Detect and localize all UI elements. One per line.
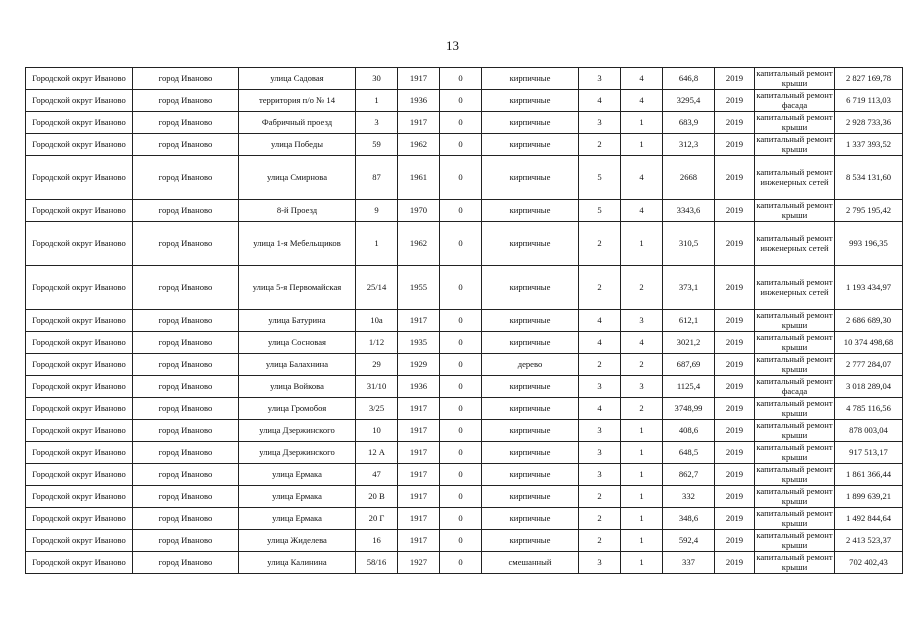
settlement-cell: город Иваново [133, 222, 239, 266]
area-cell: 862,7 [663, 464, 715, 486]
entrances-cell: 1 [621, 134, 663, 156]
entrances-cell: 1 [621, 552, 663, 574]
wall-material-cell: кирпичные [482, 464, 579, 486]
street-cell: 8-й Проезд [239, 200, 356, 222]
wall-material-cell: смешанный [482, 552, 579, 574]
municipality-cell: Городской округ Иваново [26, 156, 133, 200]
floors-cell: 3 [579, 112, 621, 134]
cost-cell: 917 513,17 [835, 442, 903, 464]
area-cell: 646,8 [663, 68, 715, 90]
build-year-cell: 1917 [398, 310, 440, 332]
build-year-cell: 1935 [398, 332, 440, 354]
municipality-cell: Городской округ Иваново [26, 464, 133, 486]
area-cell: 1125,4 [663, 376, 715, 398]
street-cell: улица Ермака [239, 486, 356, 508]
floors-cell: 4 [579, 332, 621, 354]
house-number-cell: 59 [356, 134, 398, 156]
zero-cell: 0 [440, 552, 482, 574]
municipality-cell: Городской округ Иваново [26, 90, 133, 112]
cost-cell: 1 899 639,21 [835, 486, 903, 508]
municipality-cell: Городской округ Иваново [26, 486, 133, 508]
year-cell: 2019 [715, 134, 755, 156]
house-number-cell: 20 В [356, 486, 398, 508]
table-row [26, 376, 903, 398]
year-cell: 2019 [715, 464, 755, 486]
settlement-cell: город Иваново [133, 464, 239, 486]
cost-cell: 2 827 169,78 [835, 68, 903, 90]
work-type-cell: капитальный ремонт крыши [756, 463, 833, 484]
entrances-cell: 3 [621, 310, 663, 332]
area-cell: 3343,6 [663, 200, 715, 222]
work-type-cell: капитальный ремонт крыши [756, 309, 833, 330]
floors-cell: 3 [579, 420, 621, 442]
settlement-cell: город Иваново [133, 266, 239, 310]
work-type-cell: капитальный ремонт крыши [756, 397, 833, 418]
wall-material-cell: кирпичные [482, 266, 579, 310]
year-cell: 2019 [715, 398, 755, 420]
year-cell: 2019 [715, 376, 755, 398]
zero-cell: 0 [440, 442, 482, 464]
year-cell: 2019 [715, 420, 755, 442]
wall-material-cell: кирпичные [482, 420, 579, 442]
work-type-cell: капитальный ремонт фасада [756, 375, 833, 396]
build-year-cell: 1962 [398, 134, 440, 156]
entrances-cell: 1 [621, 464, 663, 486]
house-number-cell: 12 А [356, 442, 398, 464]
house-number-cell: 29 [356, 354, 398, 376]
build-year-cell: 1917 [398, 464, 440, 486]
build-year-cell: 1917 [398, 442, 440, 464]
street-cell: улица Дзержинского [239, 442, 356, 464]
work-type-cell: капитальный ремонт крыши [756, 331, 833, 352]
floors-cell: 2 [579, 354, 621, 376]
year-cell: 2019 [715, 90, 755, 112]
floors-cell: 4 [579, 398, 621, 420]
floors-cell: 3 [579, 464, 621, 486]
year-cell: 2019 [715, 200, 755, 222]
area-cell: 408,6 [663, 420, 715, 442]
settlement-cell: город Иваново [133, 398, 239, 420]
wall-material-cell: кирпичные [482, 508, 579, 530]
zero-cell: 0 [440, 266, 482, 310]
floors-cell: 2 [579, 266, 621, 310]
floors-cell: 3 [579, 442, 621, 464]
table-row [26, 90, 903, 112]
build-year-cell: 1917 [398, 420, 440, 442]
area-cell: 2668 [663, 156, 715, 200]
area-cell: 687,69 [663, 354, 715, 376]
entrances-cell: 4 [621, 90, 663, 112]
street-cell: улица Батурина [239, 310, 356, 332]
build-year-cell: 1970 [398, 200, 440, 222]
year-cell: 2019 [715, 112, 755, 134]
zero-cell: 0 [440, 530, 482, 552]
floors-cell: 3 [579, 552, 621, 574]
wall-material-cell: кирпичные [482, 112, 579, 134]
table-row [26, 156, 903, 200]
work-type-cell: капитальный ремонт крыши [756, 529, 833, 550]
street-cell: улица Смирнова [239, 156, 356, 200]
municipality-cell: Городской округ Иваново [26, 376, 133, 398]
floors-cell: 5 [579, 156, 621, 200]
cost-cell: 702 402,43 [835, 552, 903, 574]
work-type-cell: капитальный ремонт крыши [756, 507, 833, 528]
street-cell: улица Войкова [239, 376, 356, 398]
zero-cell: 0 [440, 222, 482, 266]
table-row [26, 420, 903, 442]
street-cell: территория п/о № 14 [239, 90, 356, 112]
street-cell: улица Победы [239, 134, 356, 156]
settlement-cell: город Иваново [133, 508, 239, 530]
municipality-cell: Городской округ Иваново [26, 134, 133, 156]
wall-material-cell: кирпичные [482, 310, 579, 332]
municipality-cell: Городской округ Иваново [26, 310, 133, 332]
area-cell: 592,4 [663, 530, 715, 552]
area-cell: 612,1 [663, 310, 715, 332]
settlement-cell: город Иваново [133, 486, 239, 508]
municipality-cell: Городской округ Иваново [26, 530, 133, 552]
floors-cell: 2 [579, 134, 621, 156]
settlement-cell: город Иваново [133, 552, 239, 574]
street-cell: улица Ермака [239, 464, 356, 486]
house-number-cell: 20 Г [356, 508, 398, 530]
area-cell: 332 [663, 486, 715, 508]
wall-material-cell: кирпичные [482, 222, 579, 266]
area-cell: 3295,4 [663, 90, 715, 112]
wall-material-cell: кирпичные [482, 332, 579, 354]
table-row [26, 398, 903, 420]
zero-cell: 0 [440, 486, 482, 508]
settlement-cell: город Иваново [133, 442, 239, 464]
work-type-cell: капитальный ремонт инженерных сетей [755, 266, 835, 310]
house-number-cell: 58/16 [356, 552, 398, 574]
settlement-cell: город Иваново [133, 332, 239, 354]
cost-cell: 993 196,35 [835, 222, 903, 266]
build-year-cell: 1917 [398, 112, 440, 134]
wall-material-cell: кирпичные [482, 376, 579, 398]
street-cell: улица 5-я Первомайская [239, 266, 356, 310]
build-year-cell: 1961 [398, 156, 440, 200]
zero-cell: 0 [440, 68, 482, 90]
table-row [26, 200, 903, 222]
settlement-cell: город Иваново [133, 354, 239, 376]
work-type-cell: капитальный ремонт крыши [756, 133, 833, 154]
cost-cell: 8 534 131,60 [835, 156, 903, 200]
build-year-cell: 1929 [398, 354, 440, 376]
year-cell: 2019 [715, 530, 755, 552]
page-number: 13 [446, 38, 459, 53]
house-number-cell: 25/14 [356, 266, 398, 310]
cost-cell: 3 018 289,04 [835, 376, 903, 398]
street-cell: улица Ермака [239, 508, 356, 530]
entrances-cell: 2 [621, 398, 663, 420]
wall-material-cell: кирпичные [482, 134, 579, 156]
settlement-cell: город Иваново [133, 156, 239, 200]
year-cell: 2019 [715, 68, 755, 90]
table-row [26, 222, 903, 266]
wall-material-cell: кирпичные [482, 200, 579, 222]
cost-cell: 2 795 195,42 [835, 200, 903, 222]
municipality-cell: Городской округ Иваново [26, 222, 133, 266]
municipality-cell: Городской округ Иваново [26, 332, 133, 354]
area-cell: 373,1 [663, 266, 715, 310]
year-cell: 2019 [715, 266, 755, 310]
cost-cell: 2 686 689,30 [835, 310, 903, 332]
zero-cell: 0 [440, 464, 482, 486]
settlement-cell: город Иваново [133, 200, 239, 222]
street-cell: улица Дзержинского [239, 420, 356, 442]
zero-cell: 0 [440, 90, 482, 112]
entrances-cell: 1 [621, 486, 663, 508]
registry-table [25, 67, 903, 574]
year-cell: 2019 [715, 354, 755, 376]
zero-cell: 0 [440, 420, 482, 442]
year-cell: 2019 [715, 552, 755, 574]
house-number-cell: 31/10 [356, 376, 398, 398]
area-cell: 310,5 [663, 222, 715, 266]
table-row [26, 112, 903, 134]
house-number-cell: 87 [356, 156, 398, 200]
build-year-cell: 1917 [398, 68, 440, 90]
table-row [26, 134, 903, 156]
zero-cell: 0 [440, 376, 482, 398]
cost-cell: 2 777 284,07 [835, 354, 903, 376]
house-number-cell: 10 [356, 420, 398, 442]
table-row [26, 530, 903, 552]
settlement-cell: город Иваново [133, 112, 239, 134]
year-cell: 2019 [715, 508, 755, 530]
cost-cell: 4 785 116,56 [835, 398, 903, 420]
work-type-cell: капитальный ремонт крыши [756, 441, 833, 462]
table-row [26, 552, 903, 574]
floors-cell: 4 [579, 310, 621, 332]
entrances-cell: 3 [621, 376, 663, 398]
entrances-cell: 1 [621, 530, 663, 552]
municipality-cell: Городской округ Иваново [26, 200, 133, 222]
house-number-cell: 3/25 [356, 398, 398, 420]
cost-cell: 2 413 523,37 [835, 530, 903, 552]
table-row [26, 310, 903, 332]
work-type-cell: капитальный ремонт инженерных сетей [755, 222, 835, 266]
cost-cell: 1 861 366,44 [835, 464, 903, 486]
house-number-cell: 47 [356, 464, 398, 486]
municipality-cell: Городской округ Иваново [26, 508, 133, 530]
work-type-cell: капитальный ремонт крыши [756, 485, 833, 506]
municipality-cell: Городской округ Иваново [26, 354, 133, 376]
entrances-cell: 1 [621, 442, 663, 464]
work-type-cell: капитальный ремонт инженерных сетей [755, 156, 835, 200]
table-row [26, 442, 903, 464]
house-number-cell: 9 [356, 200, 398, 222]
wall-material-cell: кирпичные [482, 68, 579, 90]
area-cell: 337 [663, 552, 715, 574]
wall-material-cell: кирпичные [482, 486, 579, 508]
build-year-cell: 1917 [398, 508, 440, 530]
work-type-cell: капитальный ремонт крыши [756, 551, 833, 572]
settlement-cell: город Иваново [133, 134, 239, 156]
entrances-cell: 1 [621, 508, 663, 530]
house-number-cell: 1/12 [356, 332, 398, 354]
entrances-cell: 1 [621, 112, 663, 134]
street-cell: Фабричный проезд [239, 112, 356, 134]
zero-cell: 0 [440, 354, 482, 376]
year-cell: 2019 [715, 156, 755, 200]
area-cell: 648,5 [663, 442, 715, 464]
floors-cell: 2 [579, 486, 621, 508]
entrances-cell: 4 [621, 156, 663, 200]
table-row [26, 464, 903, 486]
year-cell: 2019 [715, 310, 755, 332]
floors-cell: 2 [579, 222, 621, 266]
area-cell: 3748,99 [663, 398, 715, 420]
street-cell: улица Калинина [239, 552, 356, 574]
area-cell: 312,3 [663, 134, 715, 156]
build-year-cell: 1917 [398, 530, 440, 552]
wall-material-cell: кирпичные [482, 398, 579, 420]
build-year-cell: 1936 [398, 90, 440, 112]
municipality-cell: Городской округ Иваново [26, 398, 133, 420]
year-cell: 2019 [715, 486, 755, 508]
work-type-cell: капитальный ремонт крыши [756, 199, 833, 220]
zero-cell: 0 [440, 310, 482, 332]
build-year-cell: 1917 [398, 398, 440, 420]
house-number-cell: 30 [356, 68, 398, 90]
street-cell: улица Садовая [239, 68, 356, 90]
municipality-cell: Городской округ Иваново [26, 420, 133, 442]
zero-cell: 0 [440, 156, 482, 200]
zero-cell: 0 [440, 112, 482, 134]
cost-cell: 2 928 733,36 [835, 112, 903, 134]
municipality-cell: Городской округ Иваново [26, 552, 133, 574]
cost-cell: 6 719 113,03 [835, 90, 903, 112]
year-cell: 2019 [715, 442, 755, 464]
table-row [26, 354, 903, 376]
table-row [26, 266, 903, 310]
street-cell: улица 1-я Мебельщиков [239, 222, 356, 266]
work-type-cell: капитальный ремонт крыши [756, 353, 833, 374]
floors-cell: 5 [579, 200, 621, 222]
settlement-cell: город Иваново [133, 90, 239, 112]
floors-cell: 4 [579, 90, 621, 112]
build-year-cell: 1936 [398, 376, 440, 398]
year-cell: 2019 [715, 332, 755, 354]
settlement-cell: город Иваново [133, 376, 239, 398]
build-year-cell: 1927 [398, 552, 440, 574]
entrances-cell: 4 [621, 332, 663, 354]
build-year-cell: 1917 [398, 486, 440, 508]
wall-material-cell: кирпичные [482, 156, 579, 200]
municipality-cell: Городской округ Иваново [26, 112, 133, 134]
zero-cell: 0 [440, 508, 482, 530]
entrances-cell: 1 [621, 222, 663, 266]
work-type-cell: капитальный ремонт крыши [756, 111, 833, 132]
entrances-cell: 2 [621, 266, 663, 310]
settlement-cell: город Иваново [133, 420, 239, 442]
work-type-cell: капитальный ремонт крыши [756, 67, 833, 88]
settlement-cell: город Иваново [133, 68, 239, 90]
cost-cell: 1 492 844,64 [835, 508, 903, 530]
wall-material-cell: кирпичные [482, 530, 579, 552]
table-row [26, 332, 903, 354]
wall-material-cell: дерево [482, 354, 579, 376]
build-year-cell: 1955 [398, 266, 440, 310]
floors-cell: 2 [579, 530, 621, 552]
area-cell: 348,6 [663, 508, 715, 530]
house-number-cell: 1 [356, 90, 398, 112]
work-type-cell: капитальный ремонт крыши [756, 419, 833, 440]
house-number-cell: 3 [356, 112, 398, 134]
street-cell: улица Сосновая [239, 332, 356, 354]
floors-cell: 3 [579, 68, 621, 90]
municipality-cell: Городской округ Иваново [26, 266, 133, 310]
zero-cell: 0 [440, 332, 482, 354]
house-number-cell: 1 [356, 222, 398, 266]
municipality-cell: Городской округ Иваново [26, 442, 133, 464]
wall-material-cell: кирпичные [482, 90, 579, 112]
cost-cell: 10 374 498,68 [835, 332, 903, 354]
house-number-cell: 16 [356, 530, 398, 552]
street-cell: улица Жиделева [239, 530, 356, 552]
table-row [26, 486, 903, 508]
floors-cell: 2 [579, 508, 621, 530]
cost-cell: 878 003,04 [835, 420, 903, 442]
table-row [26, 68, 903, 90]
zero-cell: 0 [440, 398, 482, 420]
wall-material-cell: кирпичные [482, 442, 579, 464]
street-cell: улица Балахнина [239, 354, 356, 376]
zero-cell: 0 [440, 134, 482, 156]
entrances-cell: 4 [621, 68, 663, 90]
entrances-cell: 4 [621, 200, 663, 222]
house-number-cell: 10а [356, 310, 398, 332]
street-cell: улица Громобоя [239, 398, 356, 420]
settlement-cell: город Иваново [133, 530, 239, 552]
entrances-cell: 2 [621, 354, 663, 376]
build-year-cell: 1962 [398, 222, 440, 266]
work-type-cell: капитальный ремонт фасада [756, 89, 833, 110]
area-cell: 683,9 [663, 112, 715, 134]
table-row [26, 508, 903, 530]
settlement-cell: город Иваново [133, 310, 239, 332]
floors-cell: 3 [579, 376, 621, 398]
area-cell: 3021,2 [663, 332, 715, 354]
cost-cell: 1 193 434,97 [835, 266, 903, 310]
municipality-cell: Городской округ Иваново [26, 68, 133, 90]
year-cell: 2019 [715, 222, 755, 266]
zero-cell: 0 [440, 200, 482, 222]
entrances-cell: 1 [621, 420, 663, 442]
cost-cell: 1 337 393,52 [835, 134, 903, 156]
